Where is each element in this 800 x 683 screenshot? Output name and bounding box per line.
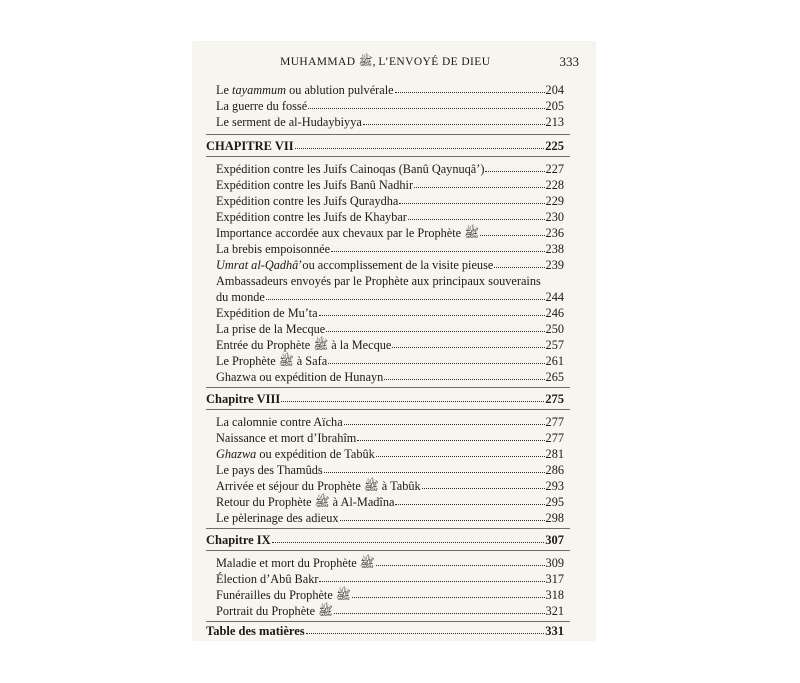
toc-entry: Expédition contre les Juifs de Khaybar 230	[216, 210, 564, 224]
toc-entry: Importance accordée aux chevaux par le Prophète ﷺ 236	[216, 226, 564, 240]
dot-leader	[395, 82, 545, 93]
dot-leader	[408, 209, 545, 220]
running-title: MUHAMMAD ﷺ, L’ENVOYÉ DE DIEU	[280, 55, 491, 68]
toc-page: 213	[545, 115, 564, 129]
dot-leader	[331, 241, 544, 252]
dot-leader	[485, 161, 544, 172]
toc-entry: Expédition contre les Juifs Banû Nadhir 228	[216, 178, 564, 192]
toc-entry: La guerre du fossé 205	[216, 99, 564, 113]
toc-entry: Umrat al-Qadhâ’ou accomplissement de la visite pieuse 239	[216, 258, 564, 272]
dot-leader	[376, 446, 545, 457]
chapter-heading: Table des matières 331	[206, 624, 564, 638]
toc-entry: Le pèlerinage des adieux 298	[216, 511, 564, 525]
toc-entry: La prise de la Mecque 250	[216, 322, 564, 336]
divider	[206, 387, 570, 388]
toc-entry: Maladie et mort du Prophète ﷺ 309	[216, 556, 564, 570]
toc-entry: Portrait du Prophète ﷺ 321	[216, 604, 564, 618]
dot-leader	[281, 391, 544, 402]
toc-entry: du monde 244	[216, 290, 564, 304]
divider	[206, 621, 570, 622]
dot-leader	[480, 225, 544, 236]
toc-entry: Retour du Prophète ﷺ à Al-Madîna 295	[216, 495, 564, 509]
toc-entry: Arrivée et séjour du Prophète ﷺ à Tabûk 293	[216, 479, 564, 493]
toc-entry: Le pays des Thamûds 286	[216, 463, 564, 477]
toc-entry: Ghazwa ou expédition de Hunayn 265	[216, 370, 564, 384]
chapter-heading: Chapitre IX 307	[206, 533, 564, 547]
divider	[206, 409, 570, 410]
dot-leader	[295, 138, 545, 149]
toc-entry: La brebis empoisonnée 238	[216, 242, 564, 256]
divider	[206, 156, 570, 157]
toc-entry: Ghazwa ou expédition de Tabûk 281	[216, 447, 564, 461]
dot-leader	[319, 571, 544, 582]
dot-leader	[324, 462, 545, 473]
toc-entry: Le tayammum ou ablution pulvérale 204	[216, 83, 564, 97]
toc-entry: Expédition de Mu’ta 246	[216, 306, 564, 320]
dot-leader	[334, 603, 545, 614]
dot-leader	[326, 321, 544, 332]
toc-entry: Élection d’Abû Bakr 317	[216, 572, 564, 586]
dot-leader	[384, 369, 544, 380]
chapter-heading: Chapitre VIII 275	[206, 392, 564, 406]
dot-leader	[363, 114, 545, 125]
dot-leader	[306, 623, 545, 634]
divider	[206, 134, 570, 135]
toc-entry: Funérailles du Prophète ﷺ 318	[216, 588, 564, 602]
page-number: 333	[559, 54, 579, 69]
dot-leader	[308, 98, 544, 109]
toc-entry: La calomnie contre Aïcha 277	[216, 415, 564, 429]
book-page	[193, 42, 595, 640]
dot-leader	[319, 305, 545, 316]
dot-leader	[392, 337, 544, 348]
toc-entry: Entrée du Prophète ﷺ à la Mecque 257	[216, 338, 564, 352]
toc-entry: Le Prophète ﷺ à Safa 261	[216, 354, 564, 368]
dot-leader	[414, 177, 544, 188]
dot-leader	[344, 414, 545, 425]
dot-leader	[357, 430, 544, 441]
divider	[206, 550, 570, 551]
dot-leader	[422, 478, 545, 489]
toc-entry: Expédition contre les Juifs Quraydha 229	[216, 194, 564, 208]
dot-leader	[272, 532, 545, 543]
dot-leader	[376, 555, 545, 566]
chapter-heading: CHAPITRE VII 225	[206, 139, 564, 153]
dot-leader	[266, 289, 545, 300]
dot-leader	[352, 587, 545, 598]
toc-entry: Naissance et mort d’Ibrahîm 277	[216, 431, 564, 445]
toc-entry-line1: Ambassadeurs envoyés par le Prophète aux principaux souverains	[216, 274, 541, 288]
dot-leader	[340, 510, 545, 521]
divider	[206, 528, 570, 529]
dot-leader	[494, 257, 544, 268]
toc-entry: Le serment de al-Hudaybiyya 213	[216, 115, 564, 129]
table-of-contents	[193, 42, 595, 640]
dot-leader	[399, 193, 544, 204]
toc-entry: Expédition contre les Juifs Cainoqas (Banû Qaynuqâ’) 227	[216, 162, 564, 176]
toc-page: 204	[545, 83, 564, 97]
dot-leader	[328, 353, 544, 364]
toc-page: 205	[545, 99, 564, 113]
dot-leader	[395, 494, 544, 505]
